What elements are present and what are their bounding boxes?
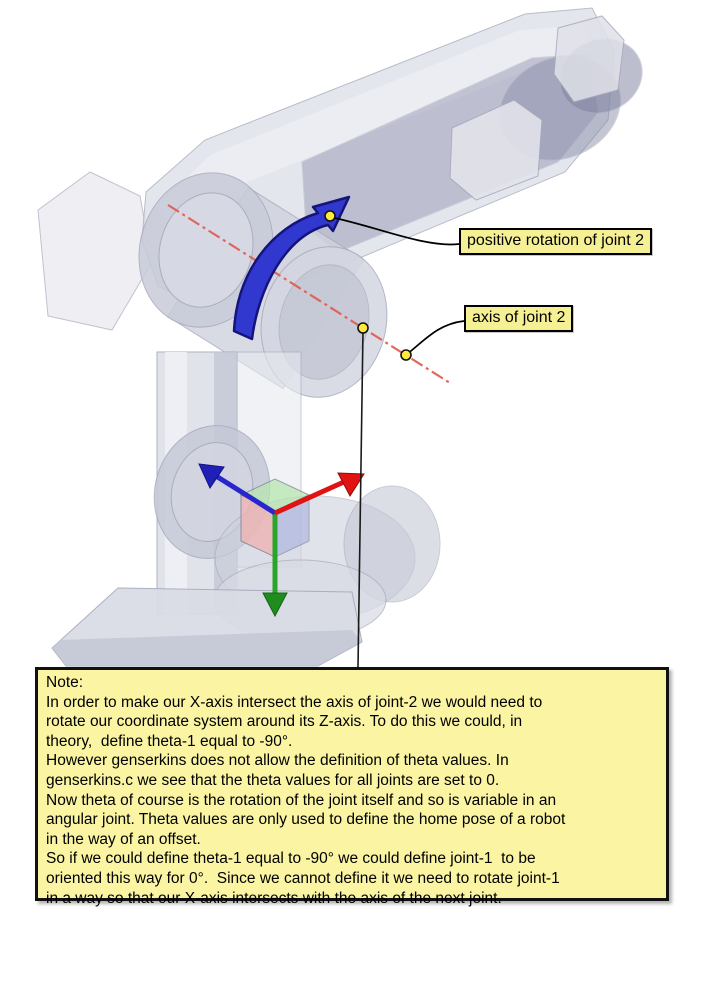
note-line: genserkins.c we see that the theta values for all joints are set to 0. <box>46 771 500 789</box>
note-line: Now theta of course is the rotation of the joint itself and so is variable in an <box>46 791 557 809</box>
label-positive-rotation-of-joint-2: positive rotation of joint 2 <box>459 228 652 255</box>
note-line: oriented this way for 0°. Since we cannot define it we need to rotate joint-1 <box>46 869 560 887</box>
axis-point-marker-outer <box>401 350 411 360</box>
robot-left-bracket <box>38 172 152 330</box>
note-line: in a way so that our X-axis intersects with the axis of the next joint. <box>46 889 502 907</box>
robot-arm-illustration <box>38 8 654 666</box>
robot-tip-block <box>554 16 624 102</box>
note-line: In order to make our X-axis intersect the axis of joint-2 we would need to <box>46 693 543 711</box>
note-line: angular joint. Theta values are only used to define the home pose of a robot <box>46 811 566 829</box>
axis-point-marker-rotation <box>325 211 335 221</box>
note-line: rotate our coordinate system around its Z-axis. To do this we could, in <box>46 713 523 731</box>
note-box <box>35 667 669 907</box>
note-line: So if we could define theta-1 equal to -90° we could define joint-1 to be <box>46 850 536 868</box>
note-line: theory, define theta-1 equal to -90°. <box>46 732 293 750</box>
note-line: However genserkins does not allow the definition of theta values. In <box>46 752 509 770</box>
label-axis-of-joint-2: axis of joint 2 <box>464 305 573 332</box>
note-line: in the way of an offset. <box>46 830 201 848</box>
leader-line-axis-label <box>406 321 464 355</box>
note-title: Note: <box>46 674 84 691</box>
axis-point-marker-mid <box>358 323 368 333</box>
